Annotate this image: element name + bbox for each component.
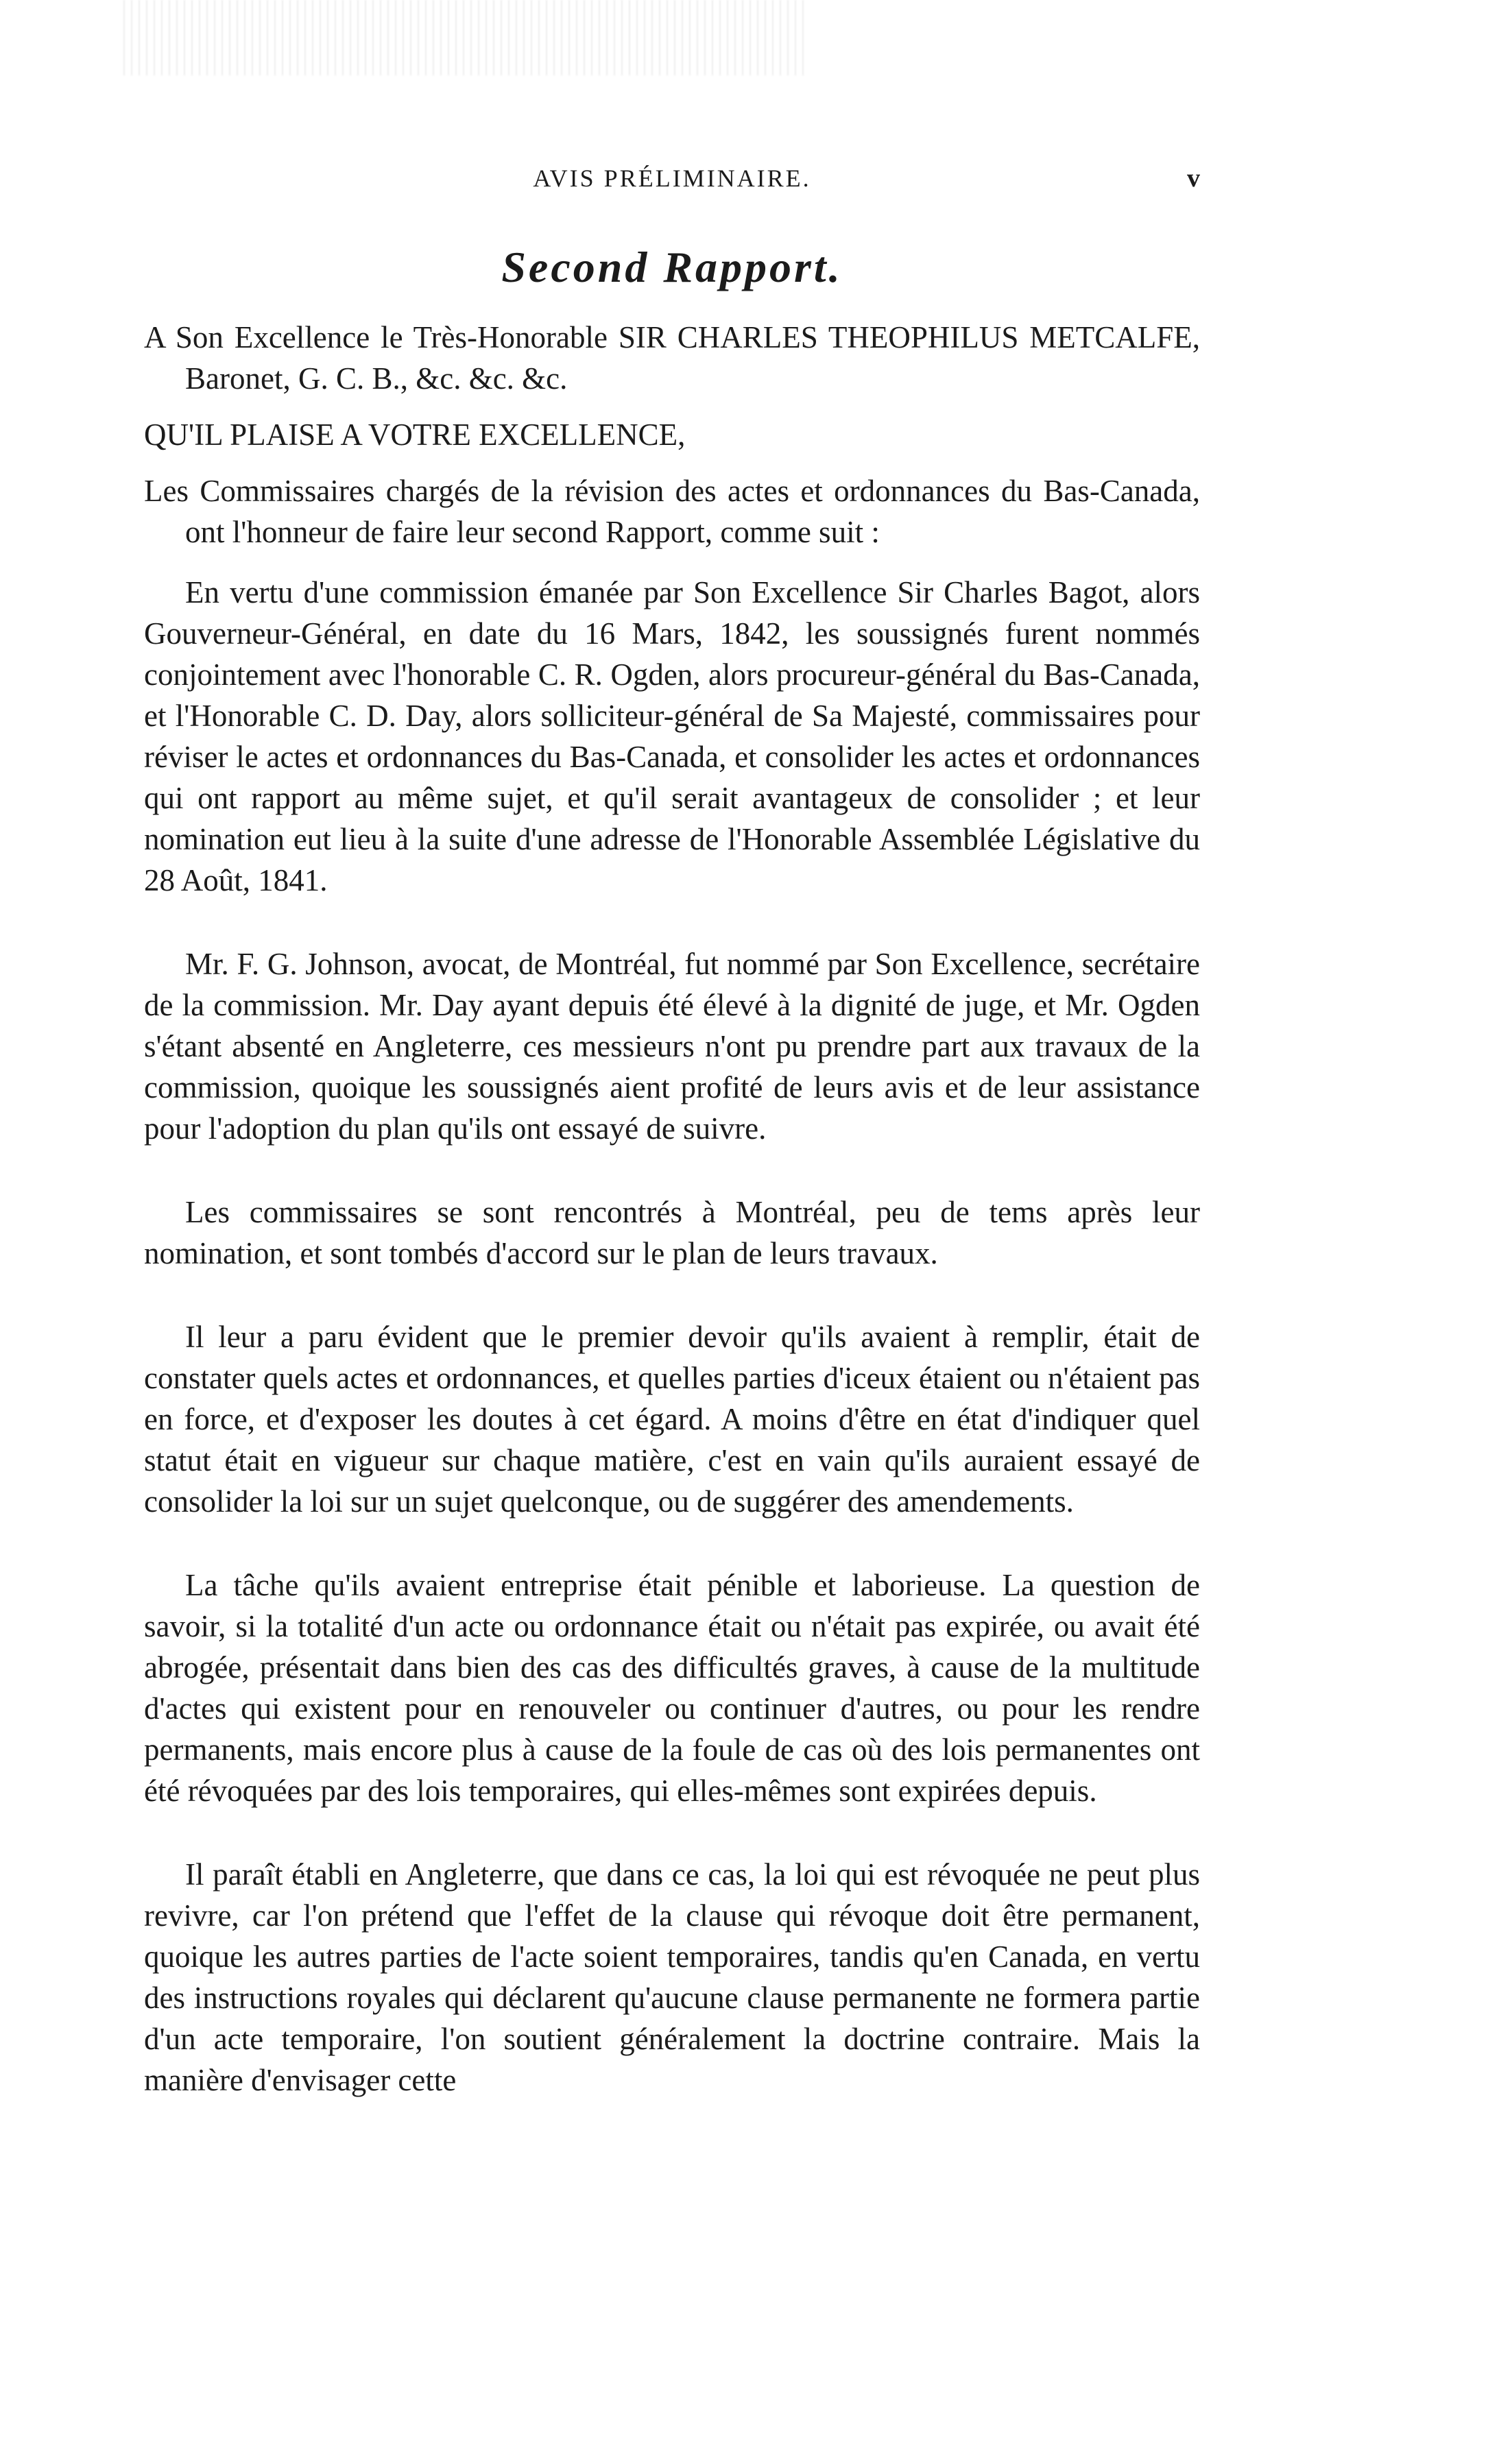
intro-paragraph: Les Commissaires chargés de la révision des actes et ordonnances du Bas-Canada, ont l'honneur de faire leur second Rapport, comme suit : bbox=[144, 474, 1200, 549]
paragraph: Il paraît établi en Angleterre, que dans ce cas, la loi qui est révoquée ne peut plus revivre, car l'on prétend que l'effet de la clause qui révoque doit être permanent, quoique les autres parties de l'acte soient temporaires, tandis qu'en Canada, en vertu des instructions royales qui déclarent qu'aucune clause permanente ne formera partie d'un acte temporaire, l'on soutient généralement la doctrine contraire. Mais la manière d'envisager cette bbox=[144, 1857, 1200, 2097]
salutation: QU'IL PLAISE A VOTRE EXCELLENCE, bbox=[144, 418, 686, 452]
page-header bbox=[144, 158, 1200, 199]
running-head: AVIS PRÉLIMINAIRE. bbox=[533, 165, 811, 192]
paragraph: Les commissaires se sont rencontrés à Montréal, peu de tems après leur nomination, et sont tombés d'accord sur le plan de leurs travaux. bbox=[144, 1195, 1200, 1270]
paragraph: La tâche qu'ils avaient entreprise était pénible et laborieuse. La question de savoir, si la totalité d'un acte ou ordonnance était ou n'était pas expirée, ou avait été abrogée, présentait dans bien des cas des difficultés graves, à cause de la multitude d'actes qui existent pour en renouveler ou continuer d'autres, ou pour les rendre permanents, mais encore plus à cause de la foule de cas où des lois permanentes ont été révoquées par des lois temporaires, qui elles-mêmes sont expirées depuis. bbox=[144, 1568, 1200, 1808]
paragraph: Il leur a paru évident que le premier devoir qu'ils avaient à remplir, était de constater quels actes et ordonnances, et quelles parties d'iceux étaient ou n'étaient pas en force, et d'exposer les doutes à cet égard. A moins d'être en état d'indiquer quel statut était en vigueur sur chaque matière, c'est en vain qu'ils auraient essayé de consolider la loi sur un sujet quelconque, ou de suggérer des amendements. bbox=[144, 1320, 1200, 1519]
section-title: Second Rapport. bbox=[501, 243, 843, 291]
scan-noise bbox=[123, 0, 809, 75]
page-number: v bbox=[1187, 164, 1200, 193]
document-body bbox=[144, 317, 1200, 2101]
addressee: A Son Excellence le Très-Honorable SIR CHARLES THEOPHILUS METCALFE, Baronet, G. C. B., &c. &c. &c. bbox=[144, 320, 1200, 396]
paragraph: En vertu d'une commission émanée par Son Excellence Sir Charles Bagot, alors Gouverneur-Général, en date du 16 Mars, 1842, les soussignés furent nommés conjointement avec l'honorable C. R. Ogden, alors procureur-général du Bas-Canada, et l'Honorable C. D. Day, alors solliciteur-général de Sa Majesté, commissaires pour réviser le actes et ordonnances du Bas-Canada, et consolider les actes et ordonnances qui ont rapport au même sujet, et qu'il serait avantageux de consolider ; et leur nomination eut lieu à la suite d'une adresse de l'Honorable Assemblée Législative du 28 Août, 1841. bbox=[144, 575, 1200, 897]
paragraph: Mr. F. G. Johnson, avocat, de Montréal, fut nommé par Son Excellence, secrétaire de la commission. Mr. Day ayant depuis été élevé à la dignité de juge, et Mr. Ogden s'étant absenté en Angleterre, ces messieurs n'ont pu prendre part aux travaux de la commission, quoique les soussignés aient profité de leurs avis et de leur assistance pour l'adoption du plan qu'ils ont essayé de suivre. bbox=[144, 947, 1200, 1146]
